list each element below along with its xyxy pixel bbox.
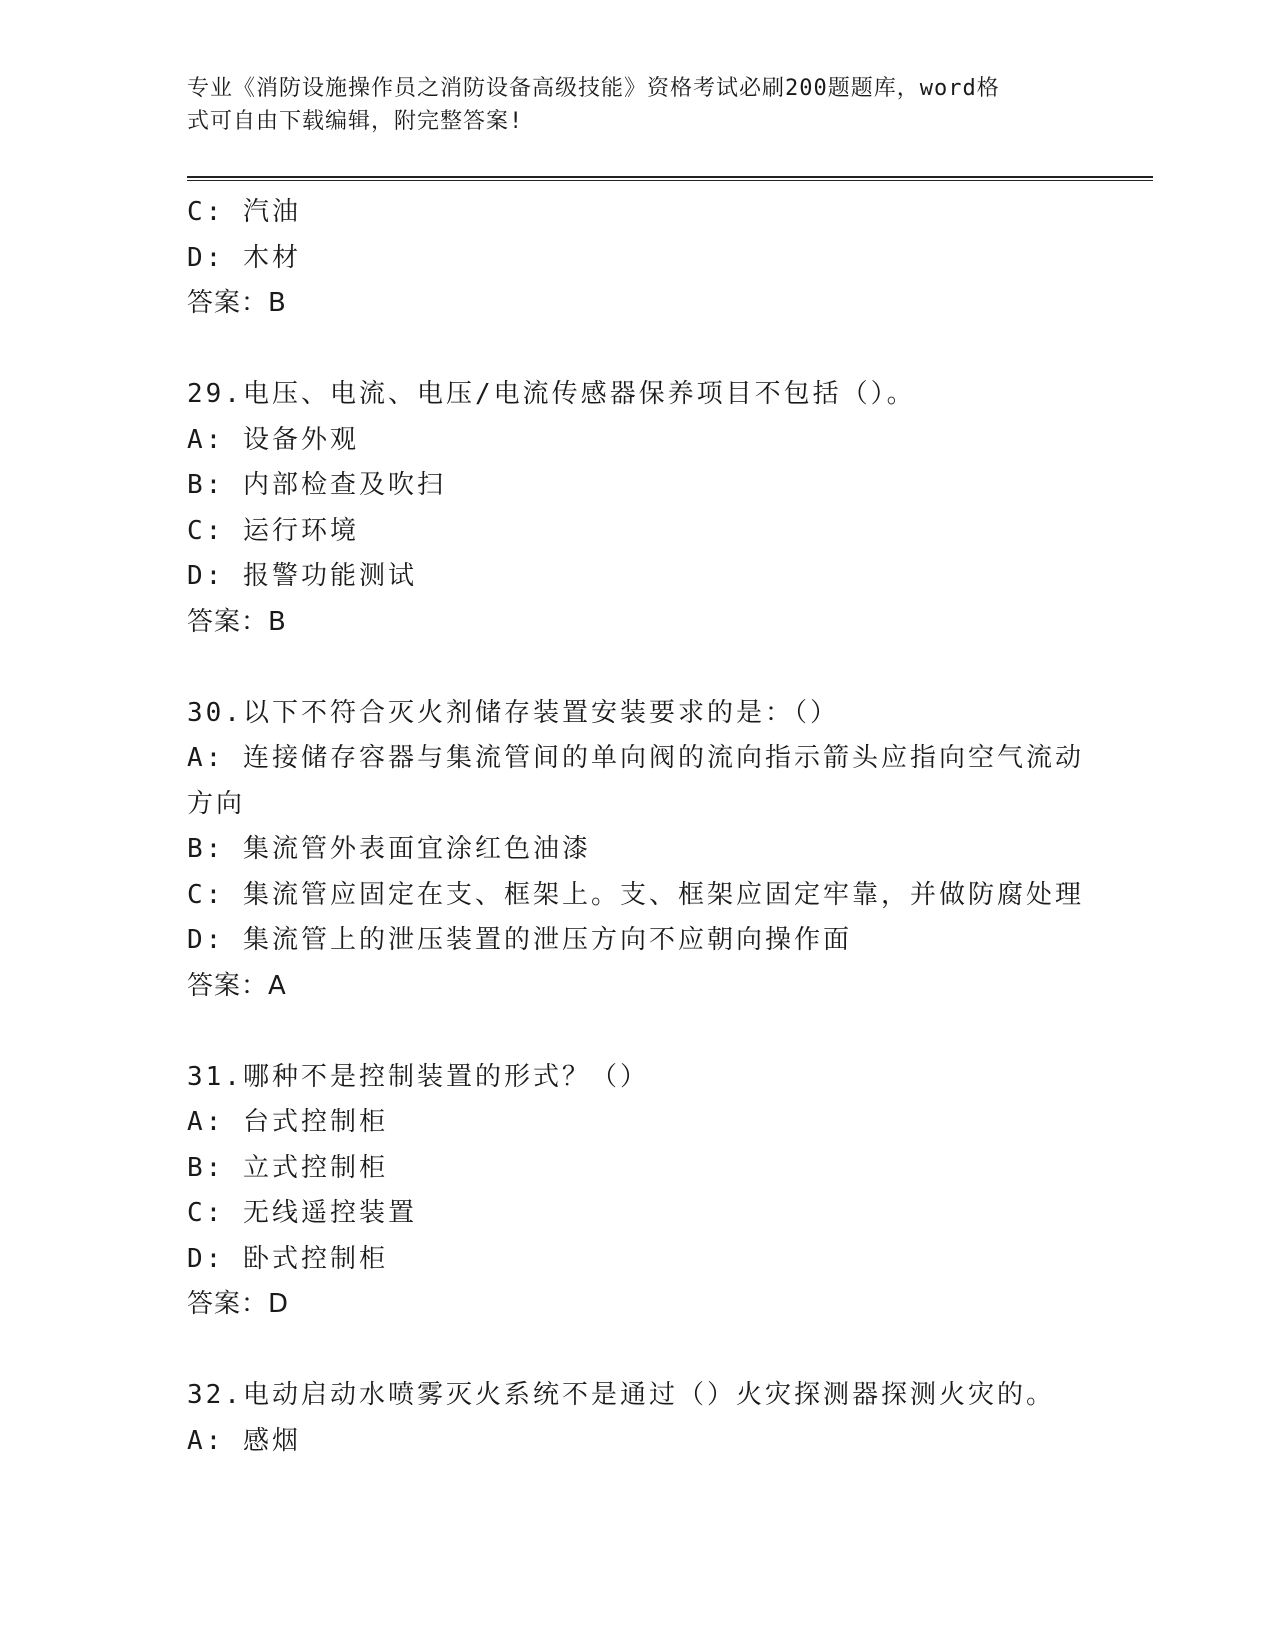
question-32 <box>187 1373 1087 1464</box>
option-a: A: 感烟 <box>187 1425 301 1456</box>
question-text: 29.电压、电流、电压/电流传感器保养项目不包括（）。 <box>187 379 916 409</box>
header-divider <box>187 176 1153 181</box>
option-b: B: 内部检查及吹扫 <box>187 470 446 500</box>
question-31 <box>187 1055 1087 1328</box>
option-b: B: 集流管外表面宜涂红色油漆 <box>187 834 591 864</box>
option-b: B: 立式控制柜 <box>187 1152 388 1183</box>
option-a-line-2: 方向 <box>187 788 246 819</box>
question-text: 31.哪种不是控制装置的形式？（） <box>187 1061 649 1092</box>
option-c: C: 无线遥控装置 <box>187 1198 417 1228</box>
spacer <box>187 1009 1087 1055</box>
question-30 <box>187 691 1087 1010</box>
answer-line: 答案：B <box>187 606 287 637</box>
question-text: 32.电动启动水喷雾灭火系统不是通过（）火灾探测器探测火灾的。 <box>187 1380 1055 1410</box>
question-29 <box>187 372 1087 645</box>
option-c: C: 汽油 <box>187 197 301 227</box>
option-d: D: 报警功能测试 <box>187 561 417 591</box>
question-text: 30.以下不符合灭火剂储存装置安装要求的是：（） <box>187 697 839 728</box>
header-title-line-1: 专业《消防设施操作员之消防设备高级技能》资格考试必刷200题题库，word格 <box>187 76 1000 101</box>
answer-line: 答案：A <box>187 970 287 1001</box>
spacer <box>187 645 1087 691</box>
option-a: A: 台式控制柜 <box>187 1107 388 1137</box>
header-title-line-2: 式可自由下载编辑，附完整答案! <box>187 109 524 134</box>
option-c: C: 运行环境 <box>187 515 359 546</box>
option-d: D: 卧式控制柜 <box>187 1243 388 1274</box>
previous-question-tail <box>187 190 1087 327</box>
question-list <box>187 190 1087 1464</box>
option-c: C: 集流管应固定在支、框架上。支、框架应固定牢靠，并做防腐处理 <box>187 879 1084 910</box>
option-d: D: 木材 <box>187 242 301 273</box>
answer-line: 答案：D <box>187 1289 290 1319</box>
page-header <box>187 72 1067 138</box>
option-d: D: 集流管上的泄压装置的泄压方向不应朝向操作面 <box>187 925 852 955</box>
option-a-line-1: A: 连接储存容器与集流管间的单向阀的流向指示箭头应指向空气流动 <box>187 743 1084 773</box>
option-a: A: 设备外观 <box>187 424 359 455</box>
spacer <box>187 1328 1087 1374</box>
answer-line: 答案：B <box>187 288 287 318</box>
spacer <box>187 327 1087 373</box>
